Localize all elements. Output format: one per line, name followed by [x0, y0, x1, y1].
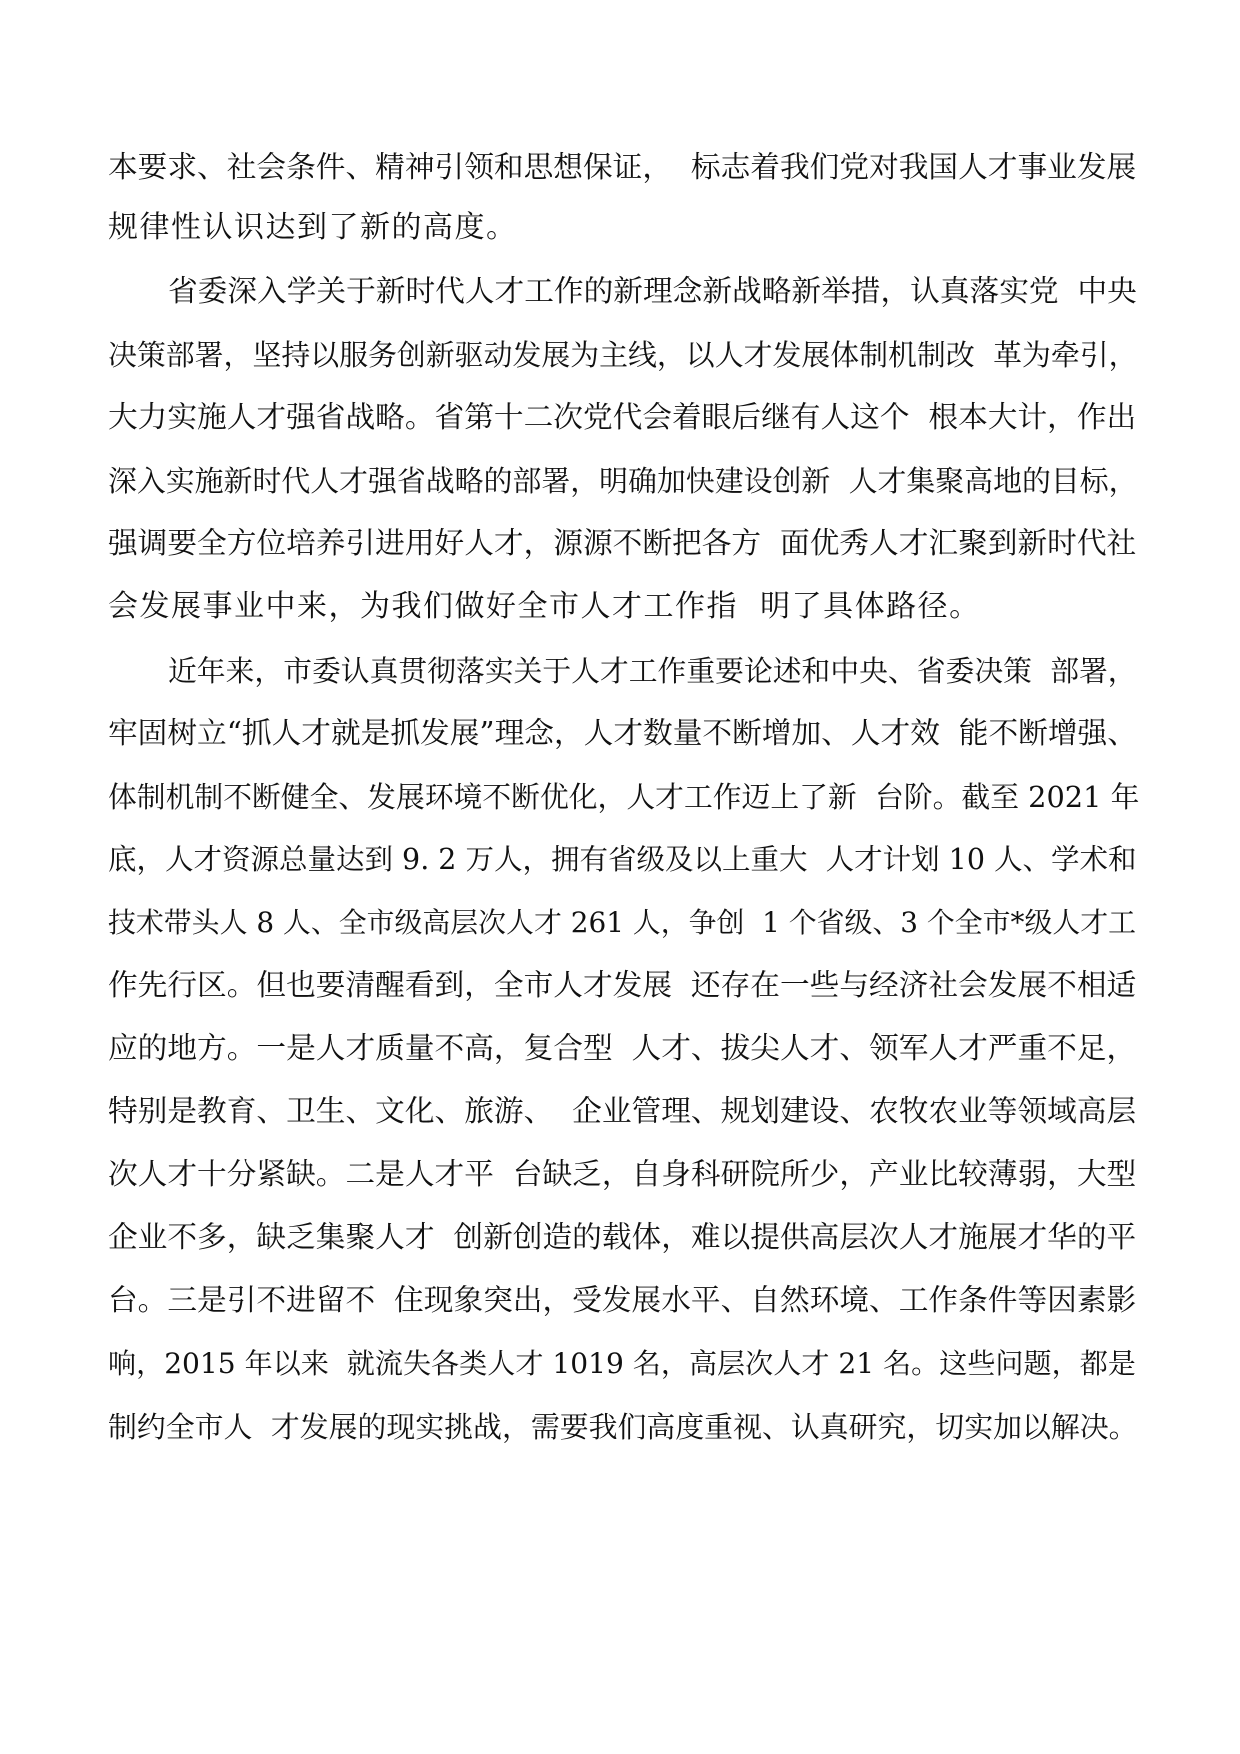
paragraph-3-line-1: 近年来，市委认真贯彻落实关于人才工作重要论述和中央、省委决策 部署， — [168, 654, 1137, 688]
text-line-15: 应的地方。一是人才质量不高，复合型 人才、拔尖人才、领军人才严重不足， — [108, 1031, 1137, 1066]
text-line-16: 特别是教育、卫生、文化、旅游、 企业管理、规划建设、农牧农业等领域高层 — [108, 1094, 1137, 1129]
text-line-13: 技术带头人 8 人、全市级高层次人才 261 人，争创 1 个省级、3 个全市*级人才工 — [108, 906, 1137, 939]
text-line-14: 作先行区。但也要清醒看到，全市人才发展 还存在一些与经济社会发展不相适 — [108, 968, 1137, 1003]
text-line-8: 会发展事业中来，为我们做好全市人才工作指 明了具体路径。 — [108, 589, 981, 624]
text-line-7: 强调要全方位培养引进用好人才，源源不断把各方 面优秀人才汇聚到新时代社 — [108, 526, 1137, 561]
text-line-20: 响，2015 年以来 就流失各类人才 1019 名，高层次人才 21 名。这些问题，都是 — [108, 1347, 1136, 1380]
text-line-4: 决策部署，坚持以服务创新驱动发展为主线，以人才发展体制机制改 革为牵引， — [108, 338, 1138, 372]
text-line-21: 制约全市人 才发展的现实挑战，需要我们高度重视、认真研究，切实加以解决。 — [108, 1410, 1138, 1444]
text-line-10: 牢固树立“抓人才就是抓发展”理念，人才数量不断增加、人才效 能不断增强、 — [108, 716, 1137, 751]
text-line-5: 大力实施人才强省战略。省第十二次党代会着眼后继有人这个 根本大计，作出 — [108, 400, 1137, 435]
paragraph-2-line-1: 省委深入学关于新时代人才工作的新理念新战略新举措，认真落实党 中央 — [168, 274, 1137, 309]
text-line-12: 底，人才资源总量达到 9. 2 万人，拥有省级及以上重大 人才计划 10 人、学术和 — [108, 843, 1137, 876]
text-line-1: 本要求、社会条件、精神引领和思想保证， 标志着我们党对我国人才事业发展 — [108, 150, 1137, 185]
text-line-2: 规律性认识达到了新的高度。 — [108, 210, 518, 245]
text-line-6: 深入实施新时代人才强省战略的部署，明确加快建设创新 人才集聚高地的目标， — [108, 464, 1138, 498]
text-line-11: 体制机制不断健全、发展环境不断优化，人才工作迈上了新 台阶。截至 2021 年 — [108, 780, 1140, 814]
text-line-17: 次人才十分紧缺。二是人才平 台缺乏，自身科研院所少，产业比较薄弱，大型 — [108, 1157, 1137, 1192]
text-line-19: 台。三是引不进留不 住现象突出，受发展水平、自然环境、工作条件等因素影 — [108, 1283, 1137, 1318]
text-line-18: 企业不多，缺乏集聚人才 创新创造的载体，难以提供高层次人才施展才华的平 — [108, 1220, 1137, 1255]
